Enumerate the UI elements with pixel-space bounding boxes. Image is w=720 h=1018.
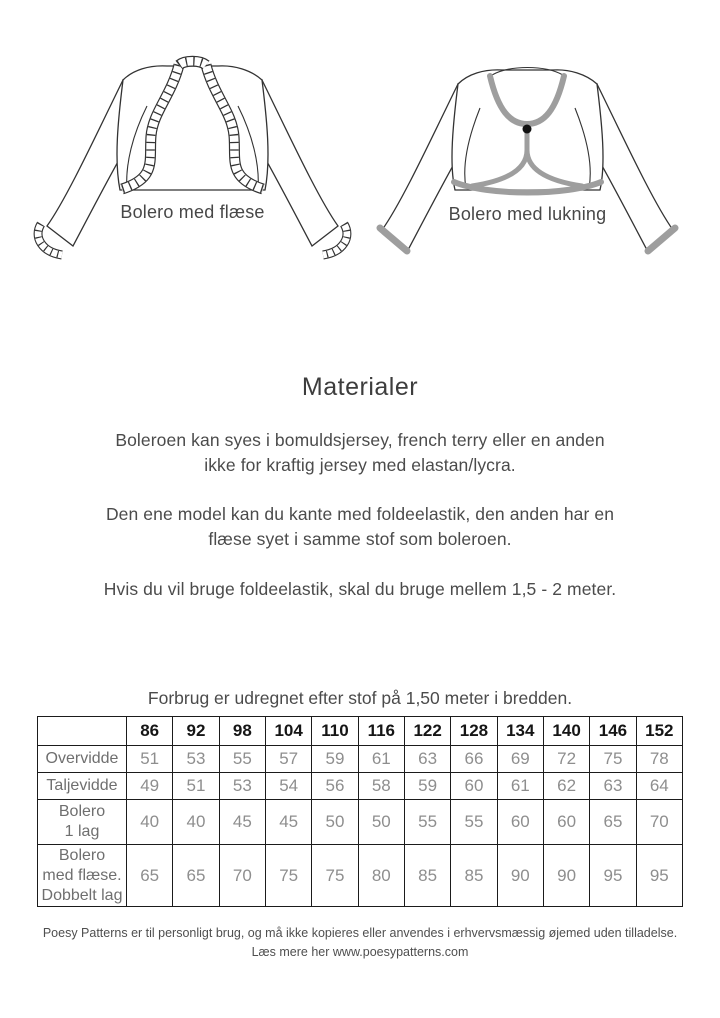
table-value-cell: 61 — [358, 746, 404, 773]
size-header-cell: 134 — [497, 717, 543, 746]
table-row — [38, 746, 683, 773]
materials-paragraph-1 — [0, 428, 720, 478]
table-value-cell: 62 — [543, 773, 589, 800]
table-value-cell: 49 — [127, 773, 173, 800]
table-value-cell: 72 — [543, 746, 589, 773]
table-value-cell: 50 — [312, 800, 358, 845]
size-header-cell: 104 — [265, 717, 311, 746]
table-value-cell: 65 — [590, 800, 636, 845]
table-row — [38, 800, 683, 845]
table-value-cell: 63 — [404, 746, 450, 773]
bolero-lukning-figure — [360, 42, 695, 277]
row-label-cell: Bolero 1 lag — [38, 800, 127, 845]
table-value-cell: 60 — [451, 773, 497, 800]
size-header-cell: 128 — [451, 717, 497, 746]
size-header-cell: 122 — [404, 717, 450, 746]
table-row — [38, 773, 683, 800]
table-value-cell: 55 — [404, 800, 450, 845]
table-header-row — [38, 717, 683, 746]
table-value-cell: 56 — [312, 773, 358, 800]
table-value-cell: 78 — [636, 746, 682, 773]
table-value-cell: 69 — [497, 746, 543, 773]
size-header-cell: 98 — [219, 717, 265, 746]
table-value-cell: 90 — [497, 845, 543, 907]
paragraph-line: flæse syet i samme stof som boleroen. — [208, 529, 512, 549]
table-value-cell: 75 — [312, 845, 358, 907]
table-value-cell: 53 — [219, 773, 265, 800]
table-value-cell: 66 — [451, 746, 497, 773]
table-value-cell: 85 — [404, 845, 450, 907]
table-value-cell: 95 — [636, 845, 682, 907]
table-value-cell: 59 — [312, 746, 358, 773]
size-header-cell: 110 — [312, 717, 358, 746]
table-value-cell: 51 — [127, 746, 173, 773]
paragraph-line: Hvis du vil bruge foldeelastik, skal du bruge mellem 1,5 - 2 meter. — [103, 579, 617, 599]
materials-paragraph-2 — [0, 502, 720, 552]
size-table — [37, 716, 683, 907]
table-value-cell: 51 — [173, 773, 219, 800]
row-label-cell: Bolero med flæse. Dobbelt lag — [38, 845, 127, 907]
table-value-cell: 54 — [265, 773, 311, 800]
table-intro-text: Forbrug er udregnet efter stof på 1,50 meter i bredden. — [147, 688, 573, 708]
footer-notice — [0, 924, 720, 962]
table-value-cell: 65 — [173, 845, 219, 907]
size-header-cell: 92 — [173, 717, 219, 746]
table-value-cell: 95 — [590, 845, 636, 907]
paragraph-line: Boleroen kan syes i bomuldsjersey, french terry eller en anden — [115, 430, 605, 450]
table-value-cell: 45 — [219, 800, 265, 845]
table-value-cell: 64 — [636, 773, 682, 800]
paragraph-line: ikke for kraftig jersey med elastan/lycra. — [204, 455, 516, 475]
table-value-cell: 75 — [265, 845, 311, 907]
row-label-cell: Taljevidde — [38, 773, 127, 800]
table-value-cell: 55 — [451, 800, 497, 845]
bolero-flaese-caption: Bolero med flæse — [120, 202, 265, 222]
table-value-cell: 53 — [173, 746, 219, 773]
table-value-cell: 85 — [451, 845, 497, 907]
size-header-cell: 86 — [127, 717, 173, 746]
table-row — [38, 845, 683, 907]
table-value-cell: 55 — [219, 746, 265, 773]
table-value-cell: 80 — [358, 845, 404, 907]
table-value-cell: 50 — [358, 800, 404, 845]
table-value-cell: 58 — [358, 773, 404, 800]
table-value-cell: 60 — [497, 800, 543, 845]
row-label-cell: Overvidde — [38, 746, 127, 773]
size-header-cell: 152 — [636, 717, 682, 746]
bolero-with-closure-drawing — [360, 42, 695, 277]
bolero-with-ruffle-drawing — [25, 38, 360, 273]
button-dot — [523, 125, 532, 134]
bolero-lukning-caption: Bolero med lukning — [448, 204, 607, 224]
table-value-cell: 40 — [173, 800, 219, 845]
table-value-cell: 75 — [590, 746, 636, 773]
size-header-cell: 146 — [590, 717, 636, 746]
table-value-cell: 57 — [265, 746, 311, 773]
footer-line-copyright: Poesy Patterns er til personligt brug, og må ikke kopieres eller anvendes i erhvervsmæssig øjemed uden tilladelse. — [42, 926, 678, 940]
table-value-cell: 65 — [127, 845, 173, 907]
table-value-cell: 70 — [636, 800, 682, 845]
table-value-cell: 40 — [127, 800, 173, 845]
table-value-cell: 45 — [265, 800, 311, 845]
paragraph-line: Den ene model kan du kante med foldeelastik, den anden har en — [105, 504, 615, 524]
table-value-cell: 60 — [543, 800, 589, 845]
footer-line-website: Læs mere her www.poesypatterns.com — [251, 945, 469, 959]
table-value-cell: 70 — [219, 845, 265, 907]
size-header-cell: 140 — [543, 717, 589, 746]
table-value-cell: 90 — [543, 845, 589, 907]
materials-title: Materialer — [301, 373, 419, 401]
table-value-cell: 59 — [404, 773, 450, 800]
materials-paragraph-3 — [0, 577, 720, 602]
table-value-cell: 63 — [590, 773, 636, 800]
bolero-flaese-figure — [25, 38, 360, 273]
table-corner-cell — [38, 717, 127, 746]
size-header-cell: 116 — [358, 717, 404, 746]
table-value-cell: 61 — [497, 773, 543, 800]
